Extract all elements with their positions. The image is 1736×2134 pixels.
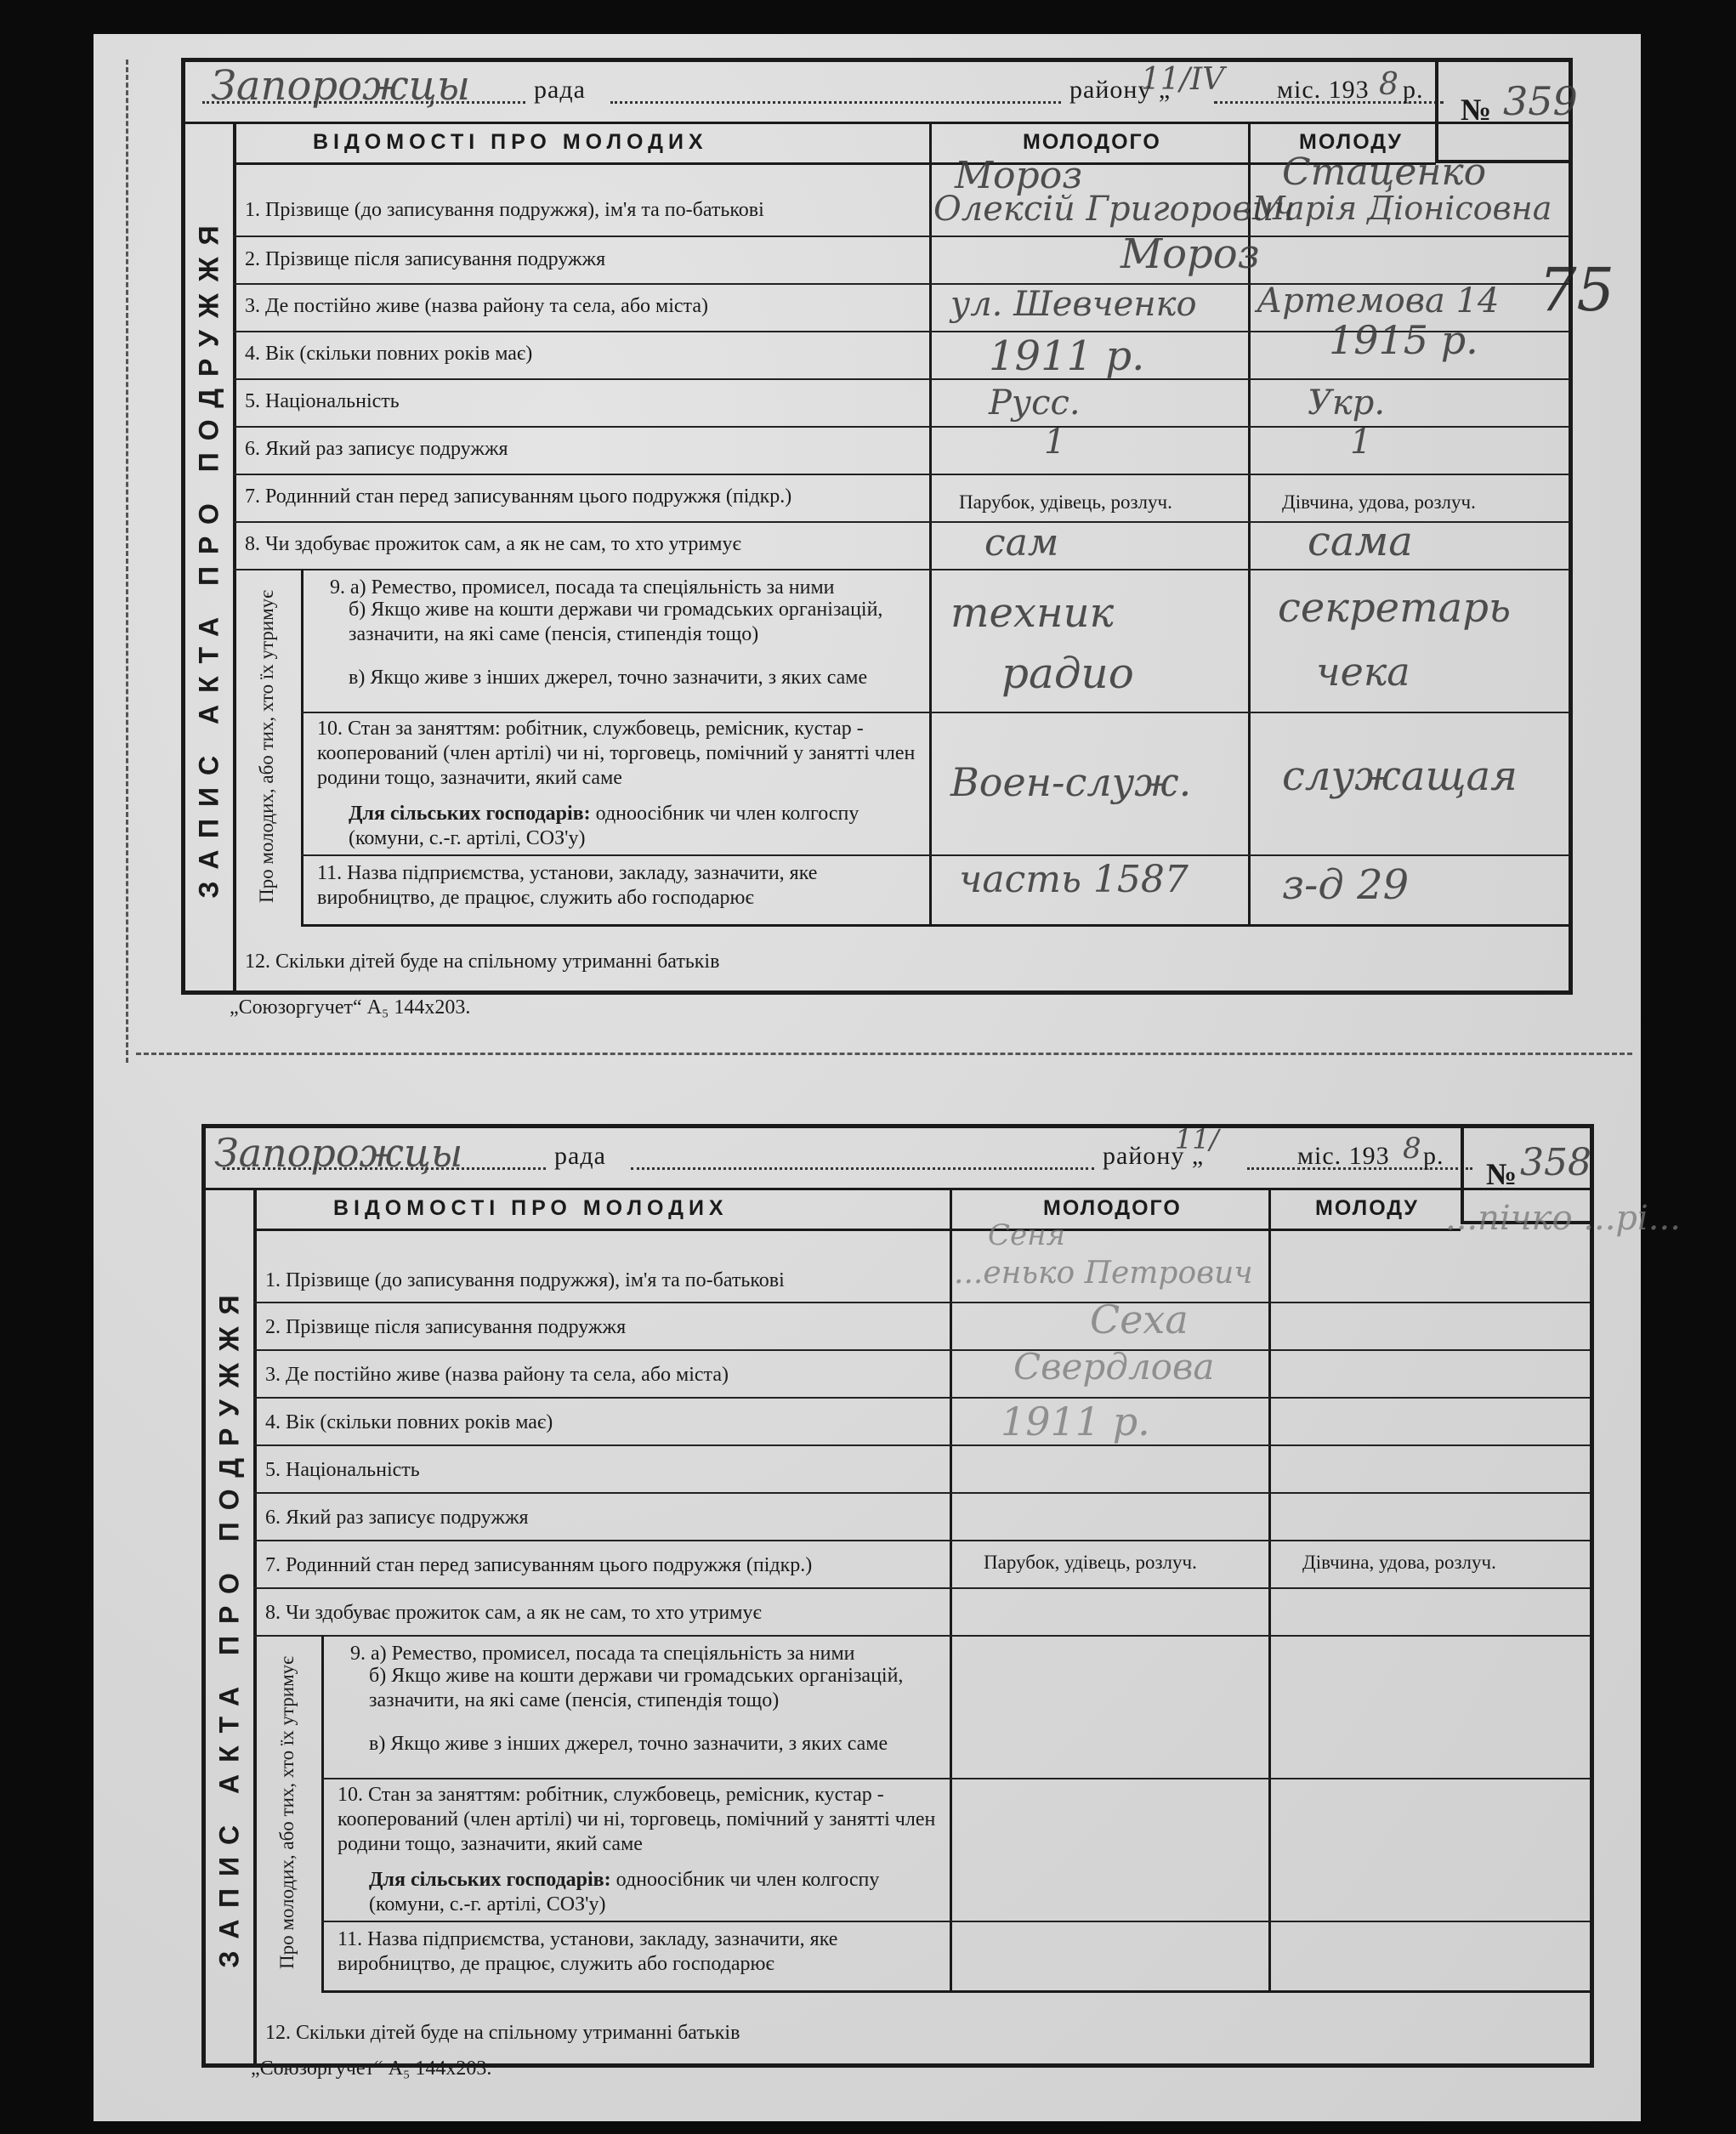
label-row-5: 5. Національність xyxy=(265,1459,420,1481)
hw-date: 11/ xyxy=(1175,1123,1219,1155)
groom-status-options: Парубок, удівець, розлуч. xyxy=(959,491,1172,513)
hw-groom-name: Олексій Григорович xyxy=(933,190,1296,229)
hw-bride-trade-2: чека xyxy=(1316,649,1410,695)
side-title-text: ЗАПИС АКТА ПРО ПОДРУЖЖЯ xyxy=(193,213,224,899)
side-subtitle xyxy=(233,569,304,924)
header-r: р. xyxy=(1423,1142,1444,1170)
hw-bride-nationality: Укр. xyxy=(1308,383,1386,423)
record-number-box xyxy=(1435,58,1578,163)
hw-groom-nationality: Русс. xyxy=(989,383,1081,423)
col-bride: МОЛОДУ xyxy=(1299,130,1403,154)
hw-groom-name: ...енько Петрович xyxy=(954,1256,1253,1291)
hw-bride-support: сама xyxy=(1308,518,1413,565)
side-title-text: ЗАПИС АКТА ПРО ПОДРУЖЖЯ xyxy=(213,1283,245,1968)
dotted-line xyxy=(610,101,1061,104)
label-row-10b: Для сільських господарів: одноосібник чи член колгоспу (комуни, с.-г. артілі, СОЗ'у) xyxy=(369,1869,880,1915)
hw-year: 8 xyxy=(1379,67,1398,102)
groom-status-options: Парубок, удівець, розлуч. xyxy=(984,1552,1197,1573)
hw-bride-status: служащая xyxy=(1282,752,1518,800)
marriage-record-form-2 xyxy=(201,1124,1594,2068)
bride-status-options: Дівчина, удова, розлуч. xyxy=(1282,491,1476,513)
side-subtitle-text: Про молодих, або тих, хто їх утримує xyxy=(276,1655,298,1970)
hw-bride-times: 1 xyxy=(1350,423,1372,462)
label-row-3: 3. Де постійно живе (назва району та села, або міста) xyxy=(245,295,708,317)
hw-groom-surname: Мороз xyxy=(955,154,1083,197)
label-row-6: 6. Який раз записує подружжя xyxy=(265,1507,529,1529)
hw-groom-address: Свердлова xyxy=(1013,1346,1215,1388)
footer-2: „Союзоргучет“ А₅ 144х203. xyxy=(251,2057,492,2080)
hw-place: Запорожцы xyxy=(214,1130,463,1176)
label-row-10a: 10. Стан за заняттям: робітник, службовець, ремісник, кустар - кооперований (член артілі) чи ні, торговець, помічний у занятті член родини тощо, зазначити, який саме xyxy=(338,1784,936,1855)
hw-year: 8 xyxy=(1403,1132,1421,1166)
bride-status-options: Дівчина, удова, розлуч. xyxy=(1302,1552,1496,1573)
header-r: р. xyxy=(1403,76,1424,104)
dotted-line xyxy=(631,1167,1094,1170)
hw-place: Запорожцы xyxy=(211,62,471,110)
label-row-6: 6. Який раз записує подружжя xyxy=(245,438,508,460)
hw-record-number: 359 xyxy=(1503,78,1578,124)
label-row-9c: в) Якщо живе з інших джерел, точно зазначити, з яких саме xyxy=(349,667,868,689)
label-row-10b: Для сільських господарів: одноосібник чи член колгоспу (комуни, с.-г. артілі, СОЗ'у) xyxy=(349,803,859,849)
label-row-7: 7. Родинний стан перед записуванням цього подружжя (підкр.) xyxy=(265,1554,813,1576)
header-rada: рада xyxy=(554,1142,606,1170)
hw-bride-after: Мороз xyxy=(1120,230,1260,278)
hw-margin-note-2: ...пічко ...рі... xyxy=(1445,1199,1681,1238)
col-groom: МОЛОДОГО xyxy=(1023,130,1161,154)
header-mis: міс. 193 xyxy=(1297,1142,1390,1170)
number-sign: № xyxy=(1486,1157,1518,1191)
label-row-2: 2. Прізвище після записування подружжя xyxy=(265,1316,627,1338)
hw-groom-workplace: часть 1587 xyxy=(959,858,1189,901)
number-sign: № xyxy=(1461,93,1492,127)
label-row-4: 4. Вік (скільки повних років має) xyxy=(265,1411,553,1433)
header-mis: міс. 193 xyxy=(1277,76,1370,104)
side-title xyxy=(185,122,236,990)
hw-groom-age: 1911 р. xyxy=(1001,1399,1150,1444)
hw-bride-age: 1915 р. xyxy=(1329,317,1478,363)
hw-groom-address: ул. Шевченко xyxy=(950,285,1197,324)
label-row-3: 3. Де постійно живе (назва району та села, або міста) xyxy=(265,1364,729,1386)
col-groom: МОЛОДОГО xyxy=(1043,1196,1182,1220)
hw-groom-trade-2: радио xyxy=(1001,649,1134,698)
label-row-2: 2. Прізвище після записування подружжя xyxy=(245,248,606,270)
col-bride: МОЛОДУ xyxy=(1315,1196,1419,1220)
col-info: ВІДОМОСТІ ПРО МОЛОДИХ xyxy=(313,130,708,154)
label-row-11: 11. Назва підприємства, установи, закладу, зазначити, яке виробництво, де працює, служить або господарює xyxy=(317,862,818,909)
hw-groom-times: 1 xyxy=(1044,423,1066,462)
perforation-horizontal xyxy=(136,1053,1632,1055)
hw-bride-workplace: з-д 29 xyxy=(1282,861,1410,909)
hw-groom-surname: Сеня xyxy=(988,1218,1066,1252)
label-row-4: 4. Вік (скільки повних років має) xyxy=(245,343,533,365)
hw-bride-address: Артемова 14 xyxy=(1257,281,1500,321)
side-title xyxy=(206,1188,257,2063)
label-row-9c: в) Якщо живе з інших джерел, точно зазначити, з яких саме xyxy=(369,1733,888,1755)
label-row-1: 1. Прізвище (до записування подружжя), ім'я та по-батькові xyxy=(245,199,764,221)
hw-groom-support: сам xyxy=(984,521,1059,565)
label-row-8: 8. Чи здобуває прожиток сам, а як не сам, то хто утримує xyxy=(265,1602,762,1624)
perforation-vertical xyxy=(126,60,128,1063)
label-row-9b: б) Якщо живе на кошти держави чи громадських організацій, зазначити, на які саме (пенсія, стипендія тощо) xyxy=(349,599,883,645)
hw-record-number: 358 xyxy=(1520,1141,1591,1184)
hw-bride-trade: секретарь xyxy=(1278,584,1512,632)
hw-bride-surname: Стаценко xyxy=(1282,150,1487,194)
hw-groom-trade: техник xyxy=(950,589,1115,637)
side-subtitle-text: Про молодих, або тих, хто їх утримує xyxy=(256,589,277,904)
hw-groom-age: 1911 р. xyxy=(989,332,1145,380)
label-row-5: 5. Національність xyxy=(245,390,400,412)
label-row-9b: б) Якщо живе на кошти держави чи громадських організацій, зазначити, на які саме (пенсія, стипендія тощо) xyxy=(369,1665,904,1711)
label-row-10a: 10. Стан за заняттям: робітник, службовець, ремісник, кустар - кооперований (член артілі) чи ні, торговець, помічний у занятті член родини тощо, зазначити, який саме xyxy=(317,718,916,789)
label-row-11: 11. Назва підприємства, установи, закладу, зазначити, яке виробництво, де працює, служить або господарює xyxy=(338,1928,838,1975)
label-row-7: 7. Родинний стан перед записуванням цього подружжя (підкр.) xyxy=(245,485,792,508)
label-row-8: 8. Чи здобуває прожиток сам, а як не сам, то хто утримує xyxy=(245,533,741,555)
col-info: ВІДОМОСТІ ПРО МОЛОДИХ xyxy=(333,1196,729,1220)
label-row-9a: 9. а) Ремество, промисел, посада та спеціяльність за ними xyxy=(330,576,835,599)
row-5 xyxy=(253,1444,1590,1494)
hw-margin-note-1: 75 xyxy=(1539,255,1615,325)
header-raion: району „ xyxy=(1069,76,1172,104)
label-row-12: 12. Скільки дітей буде на спільному утриманні батьків xyxy=(245,951,720,973)
footer-1: „Союзоргучет“ А₅ 144х203. xyxy=(230,996,471,1019)
label-row-9a: 9. а) Ремество, промисел, посада та спеціяльність за ними xyxy=(350,1643,855,1665)
label-row-12: 12. Скільки дітей буде на спільному утриманні батьків xyxy=(265,2022,740,2044)
header-rada: рада xyxy=(534,76,586,104)
hw-groom-after: Сеха xyxy=(1090,1297,1189,1342)
header-raion: району „ xyxy=(1103,1142,1205,1170)
side-subtitle xyxy=(253,1635,324,1990)
label-row-1: 1. Прізвище (до записування подружжя), ім'я та по-батькові xyxy=(265,1269,785,1291)
hw-date: 11/IV xyxy=(1141,62,1225,97)
hw-groom-status: Воен-служ. xyxy=(950,759,1192,805)
hw-bride-name: Марія Діонісовна xyxy=(1252,190,1552,227)
